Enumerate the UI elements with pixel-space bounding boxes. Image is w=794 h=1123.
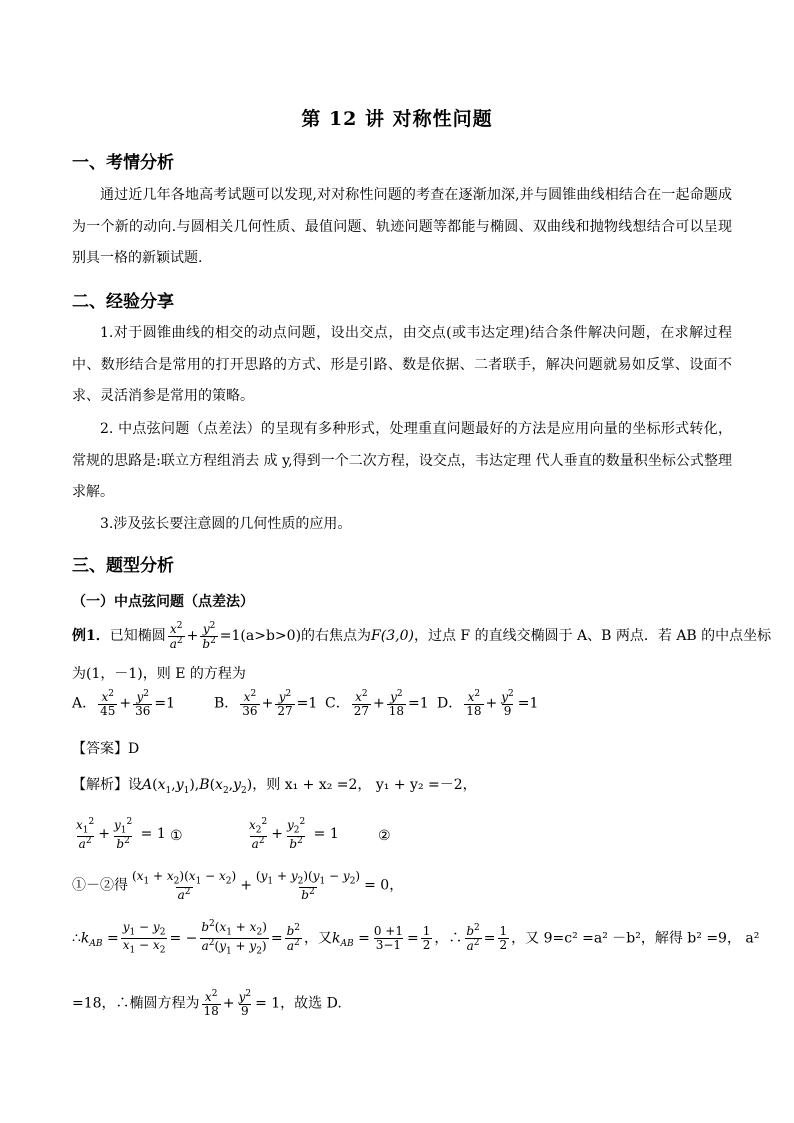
section-heading-analysis: 一、考情分析	[72, 153, 174, 173]
option-d: D． $\frac{x^2}{18}$ + $\frac{y^2}{9}$ =1	[437, 689, 539, 718]
experience-item-3: 3.涉及弦长要注意圆的几何性质的应用。	[100, 516, 352, 532]
equation-2-mark: ②	[378, 828, 391, 844]
page-title: 第 12 讲 对称性问题	[301, 108, 493, 130]
conclusion-line: =18，∴椭圆方程为 $\frac{x^2}{18}$ + $\frac{y^2}{9}$ = 1，故选 D.	[72, 989, 342, 1018]
option-c: C． $\frac{x^2}{27}$ + $\frac{y^2}{18}$ =1	[325, 689, 429, 718]
example-condition: =1(a>b>0)的右焦点为	[219, 628, 372, 645]
option-a: A． $\frac{x^2}{45}$ + $\frac{y^2}{36}$ =1	[72, 689, 176, 718]
answer-value: D	[128, 741, 140, 757]
example-label: 例1．	[72, 628, 110, 645]
example-text: 已知椭圆	[109, 628, 166, 645]
focus-point: F(3,0)	[371, 628, 414, 645]
answer-line	[72, 738, 139, 758]
slope-step: $\therefore k_{AB}$ = $\frac{y_1 - y_2}{x_1 - x_2}$ = − $\frac{b^2(x_1 + x_2)}{a^2(y_1 + y_2)}$ = $\frac{b^2}{a^2}$ ，又$k_{AB}$ = $\frac{0 +1}{3-1}$ = $\frac{1}{2}$ ，∴ $\frac{b^2}{a^2}$ = $\frac{1}{2}$ ，又 9=c² =a² －b²，解得 b² =9， a²	[72, 919, 760, 957]
example-line-1: 例1．已知椭圆 $\frac{x^2}{a^2}$ + $\frac{y^2}{b^2}$ =1(a>b>0)的右焦点为F(3,0)，过点 F 的直线交椭圆于 A、B 两点．若 AB 的中点坐标	[72, 621, 772, 651]
analysis-tag: 【解析】	[72, 777, 128, 793]
subtract-step: ①－②得 $\frac{(x_1 + x_2)(x_1 - x_2)}{a^2}$ + $\frac{(y_1 + y_2)(y_1 - y_2)}{b^2}$ = 0，	[72, 869, 404, 902]
section-heading-experience: 二、经验分享	[72, 292, 174, 312]
experience-item-2: 2. 中点弦问题（点差法）的呈现有多种形式，处理重直问题最好的方法是应用向量的坐标形式转化，常规的思路是:联立方程组消去 成 y,得到一个二次方程，设交点，韦达定理 代人垂直的数量积坐标公式整理求解。	[72, 421, 732, 500]
answer-tag: 【答案】	[72, 741, 128, 757]
example-text-2: ，过点 F 的直线交椭圆于 A、B 两点．若 AB 的中点坐标	[413, 628, 772, 645]
option-b: B． $\frac{x^2}{36}$ + $\frac{y^2}{27}$ =1	[214, 689, 318, 718]
example-line-2: 为(1，－1)，则 E 的方程为	[72, 666, 246, 682]
intro-paragraph: 通过近几年各地高考试题可以发现,对对称性问题的考查在逐渐加深,并与圆锥曲线相结合在一起命题成为一个新的动向.与圆相关几何性质、最值问题、轨迹问题等都能与椭圆、双曲线和抛物线想结合可以呈现别具一格的新颖试题.	[72, 187, 732, 266]
equation-2: $\frac{x_2^2}{a^2}$ + $\frac{y_2^2}{b^2}$ = 1	[249, 817, 339, 851]
section-heading-types: 三、题型分析	[72, 556, 174, 576]
equation-1: $\frac{x_1^2}{a^2}$ + $\frac{y_1^2}{b^2}$ = 1	[76, 817, 166, 851]
analysis-line: 【解析】设$A(x_1,y_1),B(x_2,y_2)$，则 x₁ + x₂ =2， y₁ + y₂ =－2，	[72, 777, 477, 796]
subsection-heading: （一）中点弦问题（点差法）	[72, 594, 254, 610]
equation-1-mark: ①	[170, 828, 183, 844]
experience-item-1: 1.对于圆锥曲线的相交的动点问题，设出交点，由交点(或韦达定理)结合条件解决问题，在求解过程中、数形结合是常用的打开思路的方式、形是引路、数是依据、二者联手，解决问题就易如反掌、设面不求、灵活消参是常用的策略。	[72, 325, 732, 404]
